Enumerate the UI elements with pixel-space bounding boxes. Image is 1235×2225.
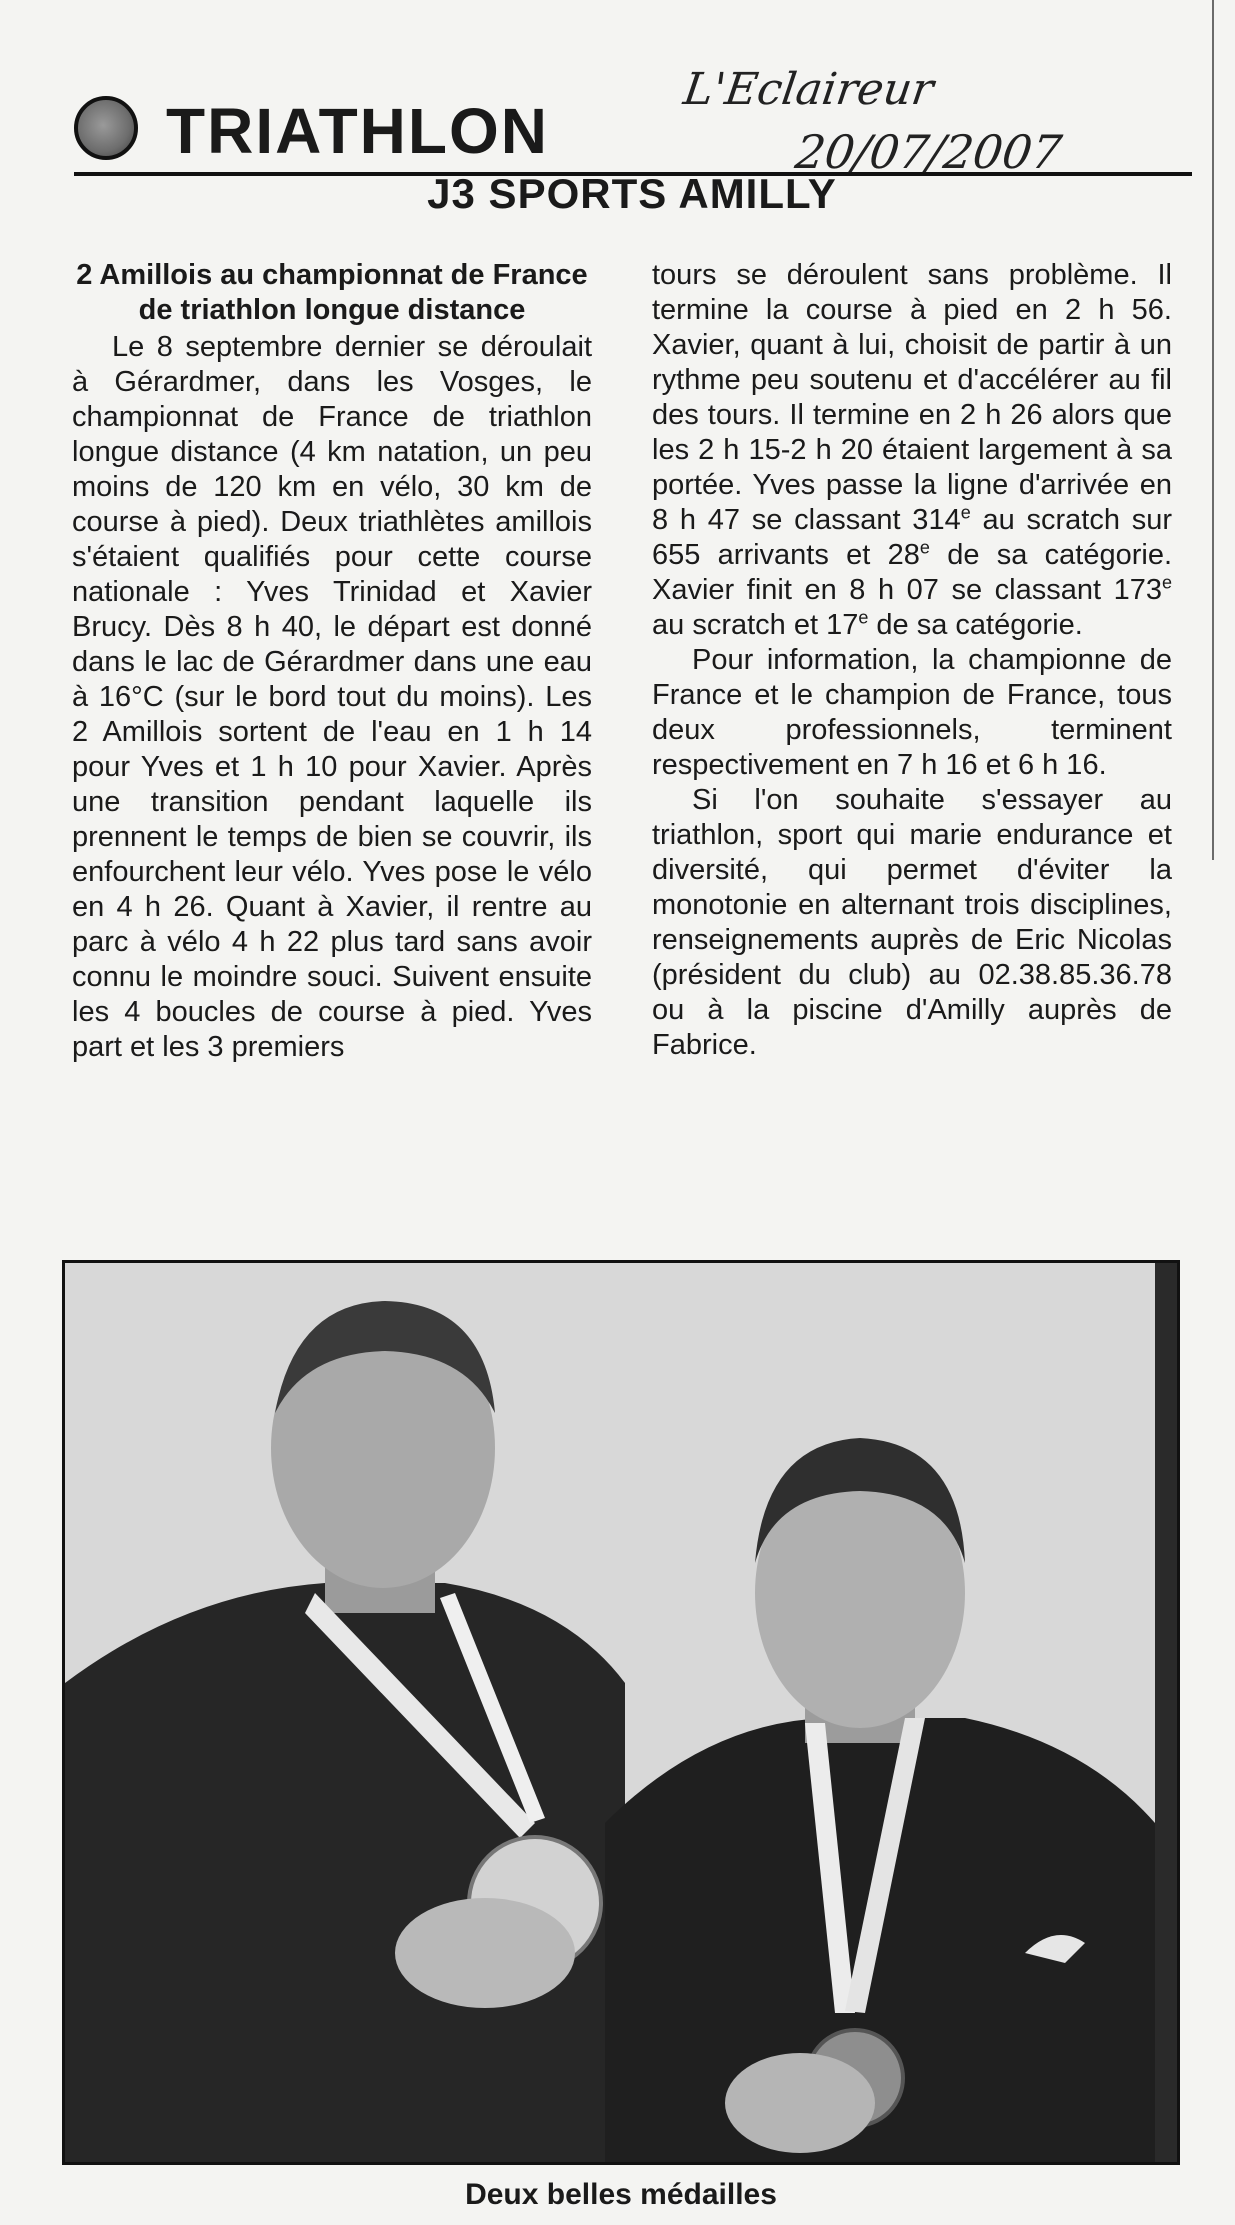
results-text-1: tours se déroulent sans problème. Il termine la course à pied en 2 h 56. Xavier, quant à lui, choisit de partir à un rythme peu soutenu et d'accélérer au fil des tours. Il termine en 2 h 26 alors que les 2 h 15-2 h 20 étaient largement à sa portée. Yves passe la ligne d'arrivée en 8 h 47 se classant 314 bbox=[652, 259, 1172, 536]
handwritten-source: L'Eclaireur bbox=[680, 64, 937, 115]
ordinal-suffix: e bbox=[960, 502, 971, 523]
results-text-2: au scratch sur 655 arrivants et 28 bbox=[652, 504, 1173, 571]
section-title: TRIATHLON bbox=[166, 95, 549, 167]
club-name: J3 SPORTS AMILLY bbox=[427, 170, 837, 217]
newspaper-clipping bbox=[62, 30, 1202, 2210]
article-paragraph-2 bbox=[652, 258, 1172, 643]
handwritten-date: 20/07/2007 bbox=[792, 125, 1065, 179]
article-photo bbox=[62, 1260, 1180, 2165]
article-column-left bbox=[72, 258, 592, 1065]
ordinal-suffix: e bbox=[919, 537, 930, 558]
article-paragraph-1: Le 8 septembre dernier se déroulait à Gérardmer, dans les Vosges, le championnat de France de triathlon longue distance (4 km natation, un peu moins de 120 km en vélo, 30 km de course à pied). Deux triathlètes amillois s'étaient qualifiés pour cette course nationale : Yves Trinidad et Xavier Brucy. Dès 8 h 40, le départ est donné dans le lac de Gérardmer dans une eau à 16°C (sur le bord tout du moins). Les 2 Amillois sortent de l'eau en 1 h 14 pour Yves et 1 h 10 pour Xavier. Après une transition pendant laquelle ils prennent le temps de bien se couvrir, ils enfourchent leur vélo. Yves pose le vélo en 4 h 26. Quant à Xavier, il rentre au parc à vélo 4 h 22 plus tard sans avoir connu le moindre souci. Suivent ensuite les 4 boucles de course à pied. Yves part et les 3 premiers bbox=[72, 331, 592, 1063]
section-bullet-icon bbox=[74, 96, 138, 160]
results-text-5: de sa catégorie. bbox=[868, 609, 1083, 641]
results-text-3: de sa catégorie. Xavier finit en 8 h 07 se classant 173 bbox=[652, 539, 1172, 606]
clipping-edge bbox=[1212, 0, 1214, 860]
article-headline: 2 Amillois au championnat de France de triathlon longue distance bbox=[76, 259, 588, 326]
article-column-right bbox=[652, 258, 1172, 1063]
section-header bbox=[74, 64, 1194, 179]
ordinal-suffix: e bbox=[858, 607, 869, 628]
adjacent-column-left bbox=[0, 0, 60, 1240]
ordinal-suffix: e bbox=[1161, 572, 1172, 593]
results-text-4: au scratch et 17 bbox=[652, 609, 859, 641]
photo-caption: Deux belles médailles bbox=[465, 2178, 777, 2211]
article-paragraph-3: Pour information, la championne de France et le champion de France, tous deux professionnels, terminent respectivement en 7 h 16 et 6 h 16. bbox=[652, 644, 1172, 781]
photo-two-athletes-with-medals bbox=[65, 1263, 1177, 2162]
article-paragraph-4: Si l'on souhaite s'essayer au triathlon, sport qui marie endurance et diversité, qui permet d'éviter la monotonie en alternant trois disciplines, renseignements auprès de Eric Nicolas (président du club) au 02.38.85.36.78 ou à la piscine d'Amilly auprès de Fabrice. bbox=[652, 784, 1172, 1061]
